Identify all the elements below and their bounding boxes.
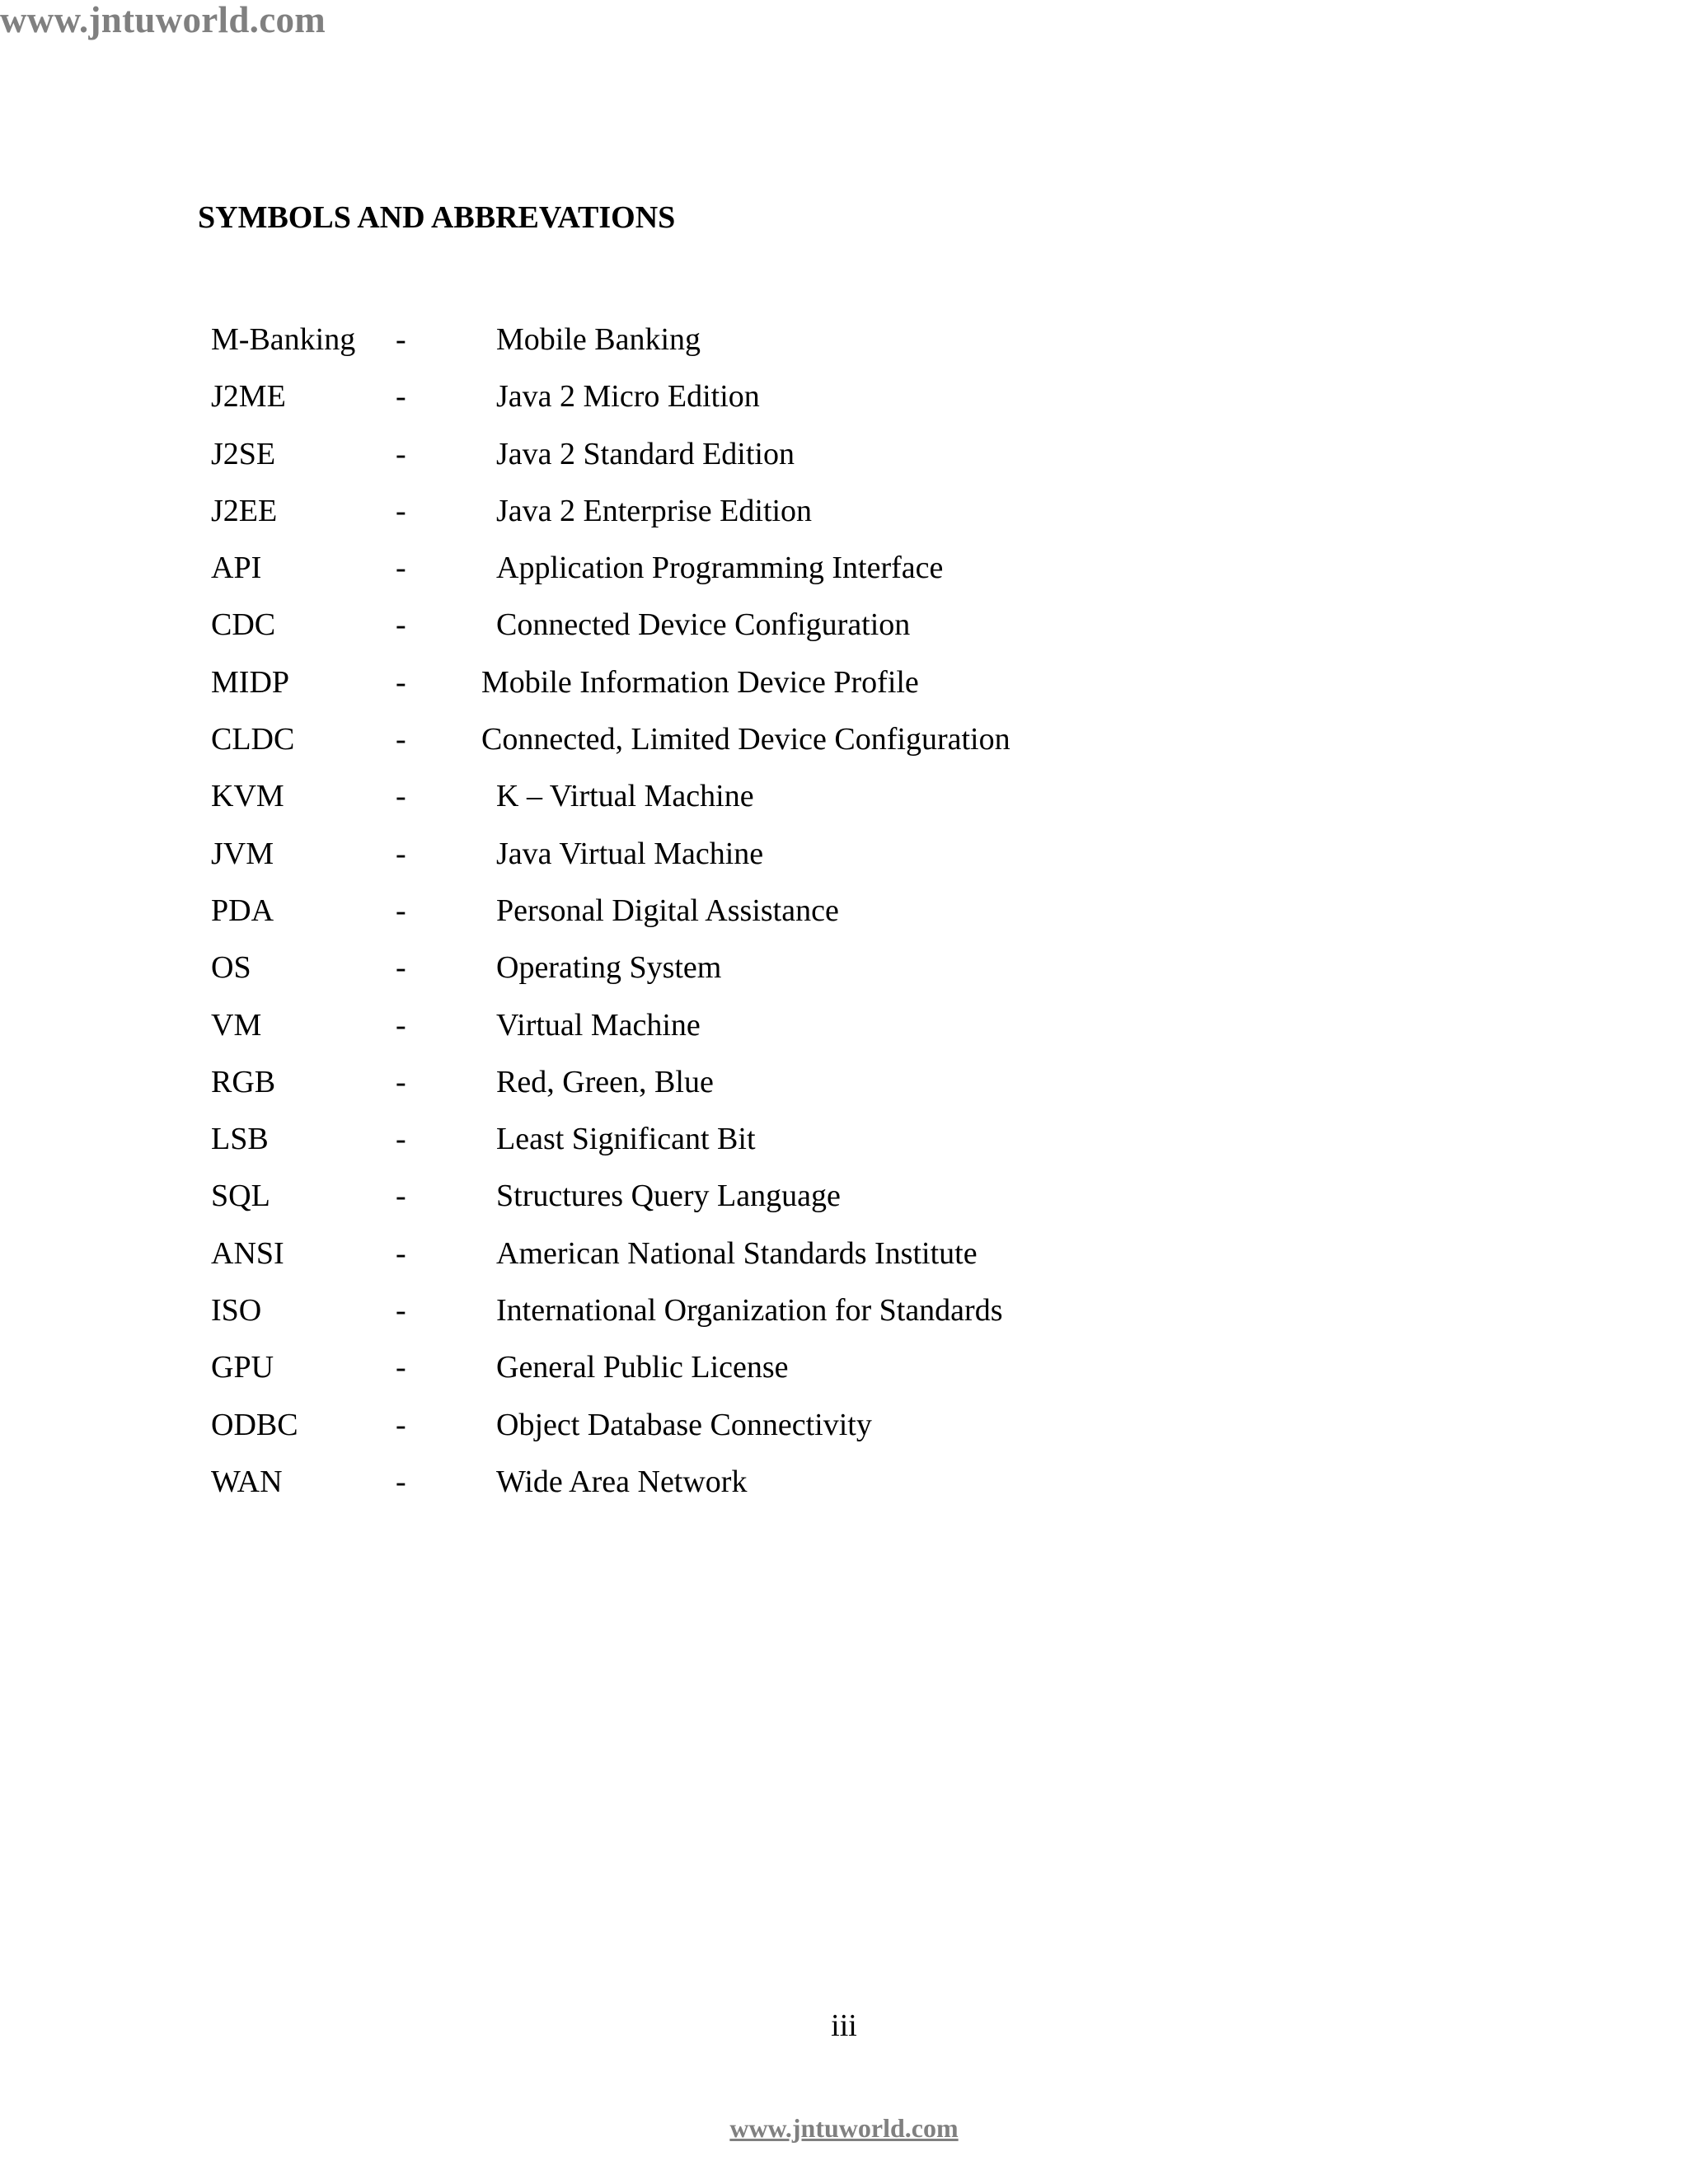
abbreviation-dash: - (396, 664, 406, 700)
abbreviation-term: ANSI (211, 1235, 284, 1271)
abbreviation-definition: Java 2 Enterprise Edition (496, 493, 813, 528)
abbreviation-term: J2EE (211, 493, 278, 528)
abbreviation-list (211, 320, 1200, 1519)
abbreviation-row-os (211, 948, 1200, 1005)
abbreviation-row-gpu (211, 1347, 1200, 1404)
abbreviation-dash: - (396, 836, 406, 871)
footer-watermark (0, 2111, 1688, 2144)
abbreviation-row-sql (211, 1176, 1200, 1233)
abbreviation-definition: Mobile Information Device Profile (481, 664, 919, 700)
abbreviation-definition: Java Virtual Machine (496, 836, 764, 871)
abbreviation-definition: American National Standards Institute (496, 1235, 978, 1271)
abbreviation-definition: Wide Area Network (496, 1464, 748, 1499)
abbreviation-dash: - (396, 551, 406, 586)
abbreviation-dash: - (396, 893, 406, 928)
abbreviation-definition: Java 2 Standard Edition (496, 436, 795, 471)
abbreviation-definition: Structures Query Language (496, 1179, 841, 1214)
abbreviation-dash: - (396, 1179, 406, 1214)
abbreviation-term: JVM (211, 836, 274, 871)
abbreviation-row-vm (211, 1005, 1200, 1062)
abbreviation-row-kvm (211, 776, 1200, 833)
abbreviation-definition: Mobile Banking (496, 322, 701, 357)
abbreviation-row-m-banking (211, 320, 1200, 377)
abbreviation-row-cldc (211, 719, 1200, 776)
abbreviation-dash: - (396, 1235, 406, 1271)
abbreviation-dash: - (396, 1122, 406, 1157)
abbreviation-row-iso (211, 1291, 1200, 1347)
header-watermark: www.jntuworld.com (0, 0, 326, 40)
abbreviation-row-midp (211, 663, 1200, 719)
abbreviation-definition: Least Significant Bit (496, 1122, 756, 1157)
abbreviation-dash: - (396, 1293, 406, 1329)
abbreviation-definition: Object Database Connectivity (496, 1407, 872, 1442)
abbreviation-term: SQL (211, 1179, 270, 1214)
abbreviation-row-ansi (211, 1234, 1200, 1291)
page-number: iii (831, 2008, 857, 2043)
abbreviation-term: ODBC (211, 1407, 298, 1442)
section-title: SYMBOLS AND ABBREVATIONS (198, 200, 676, 235)
abbreviation-row-cdc (211, 605, 1200, 662)
abbreviation-definition: Red, Green, Blue (496, 1064, 714, 1099)
abbreviation-row-j2me (211, 377, 1200, 434)
abbreviation-definition: General Public License (496, 1350, 789, 1385)
abbreviation-dash: - (396, 1007, 406, 1043)
abbreviation-term: J2ME (211, 379, 286, 415)
abbreviation-definition: Operating System (496, 950, 722, 986)
abbreviation-term: CDC (211, 607, 276, 643)
abbreviation-term: GPU (211, 1350, 274, 1385)
abbreviation-term: KVM (211, 779, 284, 814)
abbreviation-term: ISO (211, 1293, 262, 1329)
abbreviation-row-j2ee (211, 491, 1200, 548)
abbreviation-dash: - (396, 379, 406, 415)
footer-watermark-link[interactable]: www.jntuworld.com (729, 2113, 959, 2143)
abbreviation-dash: - (396, 950, 406, 986)
abbreviation-definition: Application Programming Interface (496, 551, 944, 586)
abbreviation-definition: Virtual Machine (496, 1007, 701, 1043)
abbreviation-dash: - (396, 1407, 406, 1442)
abbreviation-term: MIDP (211, 664, 290, 700)
abbreviation-term: VM (211, 1007, 262, 1043)
abbreviation-term: OS (211, 950, 251, 986)
abbreviation-definition: Java 2 Micro Edition (496, 379, 760, 415)
abbreviation-definition: International Organization for Standards (496, 1293, 1003, 1329)
abbreviation-definition: Personal Digital Assistance (496, 893, 839, 928)
abbreviation-dash: - (396, 1350, 406, 1385)
abbreviation-dash: - (396, 322, 406, 357)
abbreviation-term: LSB (211, 1122, 269, 1157)
abbreviation-dash: - (396, 607, 406, 643)
abbreviation-dash: - (396, 493, 406, 528)
abbreviation-term: WAN (211, 1464, 283, 1499)
abbreviation-definition: Connected Device Configuration (496, 607, 911, 643)
abbreviation-term: M-Banking (211, 322, 356, 357)
abbreviation-term: API (211, 551, 262, 586)
abbreviation-term: RGB (211, 1064, 276, 1099)
abbreviation-term: J2SE (211, 436, 276, 471)
abbreviation-row-rgb (211, 1062, 1200, 1119)
abbreviation-dash: - (396, 436, 406, 471)
abbreviation-row-api (211, 548, 1200, 605)
abbreviation-dash: - (396, 722, 406, 757)
abbreviation-row-j2se (211, 434, 1200, 491)
abbreviation-term: PDA (211, 893, 274, 928)
abbreviation-definition: K – Virtual Machine (496, 779, 754, 814)
abbreviation-definition: Connected, Limited Device Configuration (481, 722, 1010, 757)
abbreviation-row-jvm (211, 834, 1200, 891)
abbreviation-row-odbc (211, 1405, 1200, 1462)
abbreviation-term: CLDC (211, 722, 295, 757)
abbreviation-row-wan (211, 1462, 1200, 1519)
abbreviation-row-pda (211, 891, 1200, 948)
abbreviation-dash: - (396, 1064, 406, 1099)
abbreviation-dash: - (396, 779, 406, 814)
abbreviation-row-lsb (211, 1119, 1200, 1176)
abbreviation-dash: - (396, 1464, 406, 1499)
